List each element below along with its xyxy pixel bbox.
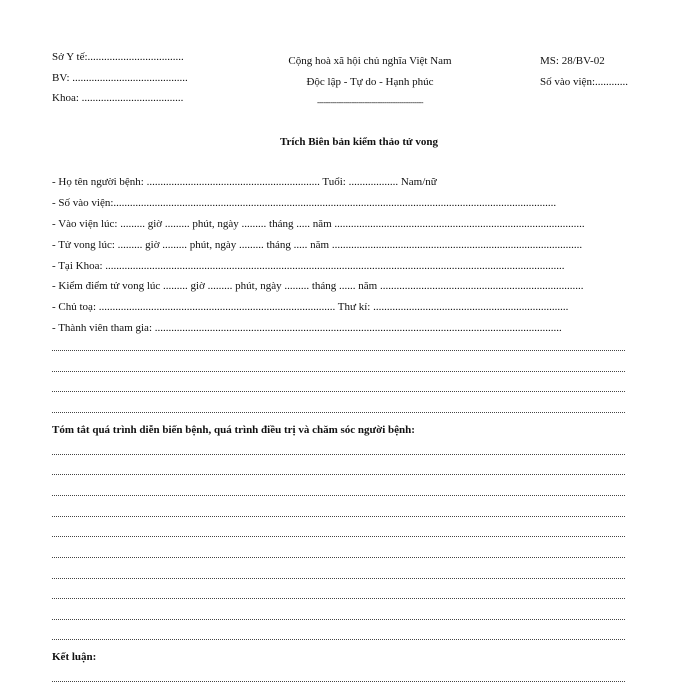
form-code: MS: 28/BV-02 xyxy=(540,55,605,67)
country-name: Cộng hoà xã hội chủ nghĩa Việt Nam xyxy=(288,55,452,67)
kiem-diem-field[interactable]: - Kiểm điểm tử vong lúc ......... giờ ......... phút, ngày ......... tháng ...... năm .......................................................................... xyxy=(52,280,584,292)
tom-tat-line[interactable] xyxy=(52,578,625,579)
tom-tat-line[interactable] xyxy=(52,454,625,455)
thanh-vien-field[interactable]: - Thành viên tham gia: .................................................................................................................................................... xyxy=(52,322,562,334)
tom-tat-heading: Tóm tắt quá trình diễn biến bệnh, quá trình điều trị và chăm sóc người bệnh: xyxy=(52,424,415,436)
so-vao-vien-header-field[interactable]: Số vào viện:............ xyxy=(540,76,628,88)
tom-tat-line[interactable] xyxy=(52,598,625,599)
document-title: Trích Biên bản kiểm thảo tử vong xyxy=(280,136,438,148)
national-motto: Độc lập - Tự do - Hạnh phúc xyxy=(306,76,434,88)
tom-tat-line[interactable] xyxy=(52,495,625,496)
thanh-vien-line[interactable] xyxy=(52,391,625,392)
thanh-vien-line[interactable] xyxy=(52,371,625,372)
tu-vong-luc-field[interactable]: - Tử vong lúc: ......... giờ ......... phút, ngày ......... tháng ..... năm ........................................................................................... xyxy=(52,239,583,251)
thanh-vien-line[interactable] xyxy=(52,350,625,351)
so-vao-vien-field[interactable]: - Số vào viện:................................................................................................................................................................. xyxy=(52,197,557,209)
tom-tat-line[interactable] xyxy=(52,639,625,640)
tai-khoa-field[interactable]: - Tại Khoa: ....................................................................................................................................................................... xyxy=(52,260,565,272)
chu-toa-field[interactable]: - Chủ toạ: ...................................................................................... Thư kí: ....................................................................... xyxy=(52,301,569,313)
bv-field[interactable]: BV: .......................................... xyxy=(52,72,188,84)
tom-tat-line[interactable] xyxy=(52,619,625,620)
ket-luan-line[interactable] xyxy=(52,681,625,682)
vao-vien-luc-field[interactable]: - Vào viện lúc: ......... giờ ......... phút, ngày ......... tháng ..... năm ........................................................................................... xyxy=(52,218,585,230)
tom-tat-line[interactable] xyxy=(52,474,625,475)
ket-luan-heading: Kết luận: xyxy=(52,651,97,663)
tom-tat-line[interactable] xyxy=(52,516,625,517)
so-y-te-field[interactable]: Sở Y tế:................................... xyxy=(52,51,184,63)
thanh-vien-line[interactable] xyxy=(52,412,625,413)
khoa-field[interactable]: Khoa: ..................................... xyxy=(52,92,184,104)
tom-tat-line[interactable] xyxy=(52,557,625,558)
tom-tat-line[interactable] xyxy=(52,536,625,537)
motto-underline: ------------------------------------------------- xyxy=(316,98,424,107)
ho-ten-field[interactable]: - Họ tên người bệnh: ............................................................... Tuổi: .................. Nam/nữ xyxy=(52,176,437,188)
